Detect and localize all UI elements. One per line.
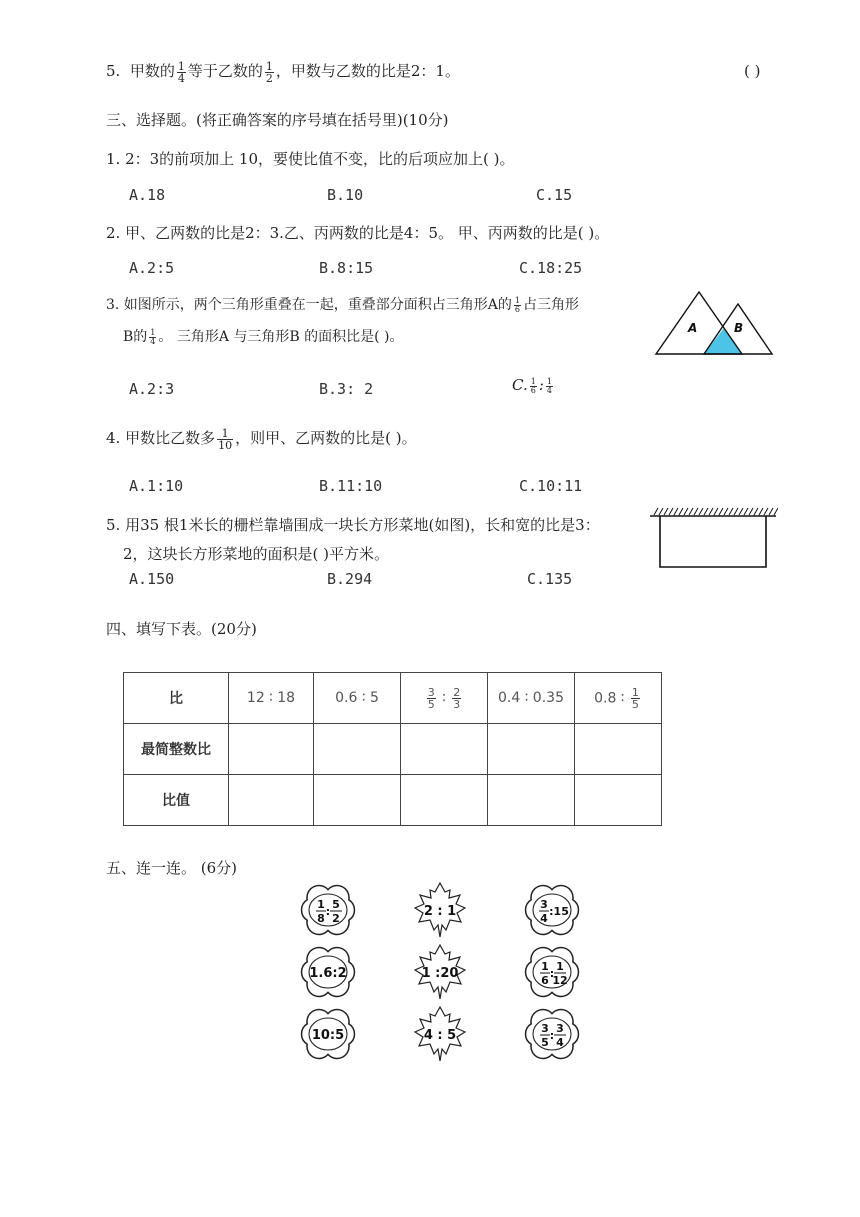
row-header: 最简整数比	[124, 724, 229, 775]
match-left-item[interactable]	[302, 886, 355, 935]
table-row	[124, 775, 662, 826]
match-left-item[interactable]	[302, 948, 355, 997]
option-a: A.18	[129, 186, 166, 204]
q-text: 。 三角形A 与三角形B 的面积比是( )。	[158, 329, 404, 345]
option-b: B.8:15	[319, 259, 374, 277]
label: 10:5	[311, 1028, 345, 1043]
numerator: 3	[556, 1022, 564, 1035]
answer-cell[interactable]	[229, 775, 314, 826]
answer-paren: ( )	[744, 62, 761, 80]
label: 2 : 1	[423, 904, 457, 919]
answer-cell[interactable]	[488, 724, 575, 775]
judge-question-5	[106, 60, 460, 84]
q-text: B的	[123, 329, 148, 345]
choice-question-2: 2. 甲、乙两数的比是2：3.乙、丙两数的比是4：5。 甲、丙两数的比是( )。	[106, 224, 610, 242]
match-right-item[interactable]	[526, 886, 579, 935]
option-c: C. $\frac{1}{6}$ : $\frac{1}{4}$	[512, 376, 552, 395]
answer-cell[interactable]	[488, 775, 575, 826]
section-4-title: 四、填写下表。(20分)	[106, 620, 257, 638]
choice-question-3-line-2	[123, 326, 404, 346]
row-header: 比值	[124, 775, 229, 826]
choice-question-5-line-1: 5. 用35 根1米长的栅栏靠墙围成一块长方形菜地(如图)，长和宽的比是3：	[106, 516, 600, 534]
match-middle-item[interactable]	[415, 945, 465, 999]
answer-cell[interactable]	[575, 775, 662, 826]
option-b: B.3: 2	[319, 380, 374, 398]
q-text-3: ，甲数与乙数的比是2：1。	[275, 62, 460, 80]
q-text: 3. 如图所示，两个三角形重叠在一起，重叠部分面积占三角形A的	[106, 297, 512, 313]
denominator: 4	[556, 1036, 564, 1049]
option-c: C.18:25	[519, 259, 583, 277]
q-text: 占三角形	[523, 297, 580, 313]
answer-cell[interactable]	[401, 775, 488, 826]
table-row	[124, 724, 662, 775]
vegetable-field	[660, 516, 766, 567]
ratio-table	[123, 672, 662, 826]
option-b: B.294	[327, 570, 373, 588]
numerator: 1	[556, 960, 564, 973]
option-a: A.2:5	[129, 259, 175, 277]
fraction: $\frac{1}{6}$	[530, 376, 536, 395]
label-b: B	[734, 321, 744, 335]
choice-question-1: 1. 2：3的前项加上 10，要使比值不变，比的后项应加上( )。	[106, 150, 515, 168]
q-text: 4. 甲数比乙数多	[106, 429, 216, 447]
label: :15	[549, 905, 569, 918]
denominator: 6	[541, 974, 549, 987]
match-middle-item[interactable]	[415, 1007, 465, 1061]
match-right-item[interactable]	[526, 948, 579, 997]
match-left-item[interactable]	[302, 1010, 355, 1059]
choice-question-3-line-1	[106, 294, 579, 314]
label: 4 : 5	[423, 1028, 457, 1043]
separator: :	[549, 967, 555, 980]
fraction: $\frac{1}{4}$	[546, 376, 552, 395]
denominator: 4	[540, 912, 548, 925]
table-cell: 0.8 ∶ $\frac{1}{5}$	[575, 673, 662, 724]
label: 1 :20	[421, 966, 459, 981]
option-c: C.10:11	[519, 477, 583, 495]
fraction: $\frac{1}{10}$	[218, 426, 233, 452]
table-cell: 0.6 ∶ 5	[314, 673, 401, 724]
separator: :	[549, 1029, 555, 1042]
option-a: A.150	[129, 570, 175, 588]
label: 1.6:2	[309, 966, 347, 981]
fraction: $\frac{1}{4}$	[177, 59, 185, 85]
matching-shapes	[290, 880, 590, 1070]
numerator: 1	[541, 960, 549, 973]
section-5-title: 五、连一连。 (6分)	[106, 859, 238, 877]
choice-question-4	[106, 427, 417, 451]
denominator: 12	[552, 974, 568, 987]
denominator: 8	[317, 912, 325, 925]
option-b: B.11:10	[319, 477, 383, 495]
option-c: C.15	[536, 186, 573, 204]
fraction: $\frac{1}{2}$	[265, 59, 273, 85]
match-right-item[interactable]	[526, 1010, 579, 1059]
answer-cell[interactable]	[314, 775, 401, 826]
answer-cell[interactable]	[314, 724, 401, 775]
separator: :	[325, 905, 331, 918]
numerator: 3	[540, 898, 548, 911]
denominator: 5	[541, 1036, 549, 1049]
fence-rectangle-figure	[648, 505, 778, 571]
q-text: ，则甲、乙两数的比是( )。	[235, 429, 417, 447]
row-header: 比	[124, 673, 229, 724]
table-cell: 0.4 ∶ 0.35	[488, 673, 575, 724]
q-text-2: 等于乙数的	[187, 62, 263, 80]
fraction: $\frac{1}{4}$	[150, 327, 156, 346]
numerator: 3	[541, 1022, 549, 1035]
table-cell: 12 ∶ 18	[229, 673, 314, 724]
table-cell: $\frac{3}{5}$ ∶ $\frac{2}{3}$	[401, 673, 488, 724]
overlapping-triangles-figure	[654, 290, 774, 358]
choice-question-5-line-2: 2，这块长方形菜地的面积是( )平方米。	[123, 545, 390, 563]
option-a: A.1:10	[129, 477, 184, 495]
numerator: 5	[332, 898, 340, 911]
q-text-1: 甲数的	[129, 62, 175, 80]
answer-cell[interactable]	[575, 724, 662, 775]
option-a: A.2:3	[129, 380, 175, 398]
answer-cell[interactable]	[229, 724, 314, 775]
option-c: C.135	[527, 570, 573, 588]
table-row	[124, 673, 662, 724]
numerator: 1	[317, 898, 325, 911]
match-middle-item[interactable]	[415, 883, 465, 937]
fraction: $\frac{1}{6}$	[514, 295, 521, 314]
denominator: 2	[332, 912, 340, 925]
label-a: A	[688, 321, 698, 335]
q-number: 5.	[106, 62, 121, 80]
answer-cell[interactable]	[401, 724, 488, 775]
section-3-title: 三、选择题。(将正确答案的序号填在括号里)(10分)	[106, 111, 449, 129]
option-b: B.10	[327, 186, 364, 204]
